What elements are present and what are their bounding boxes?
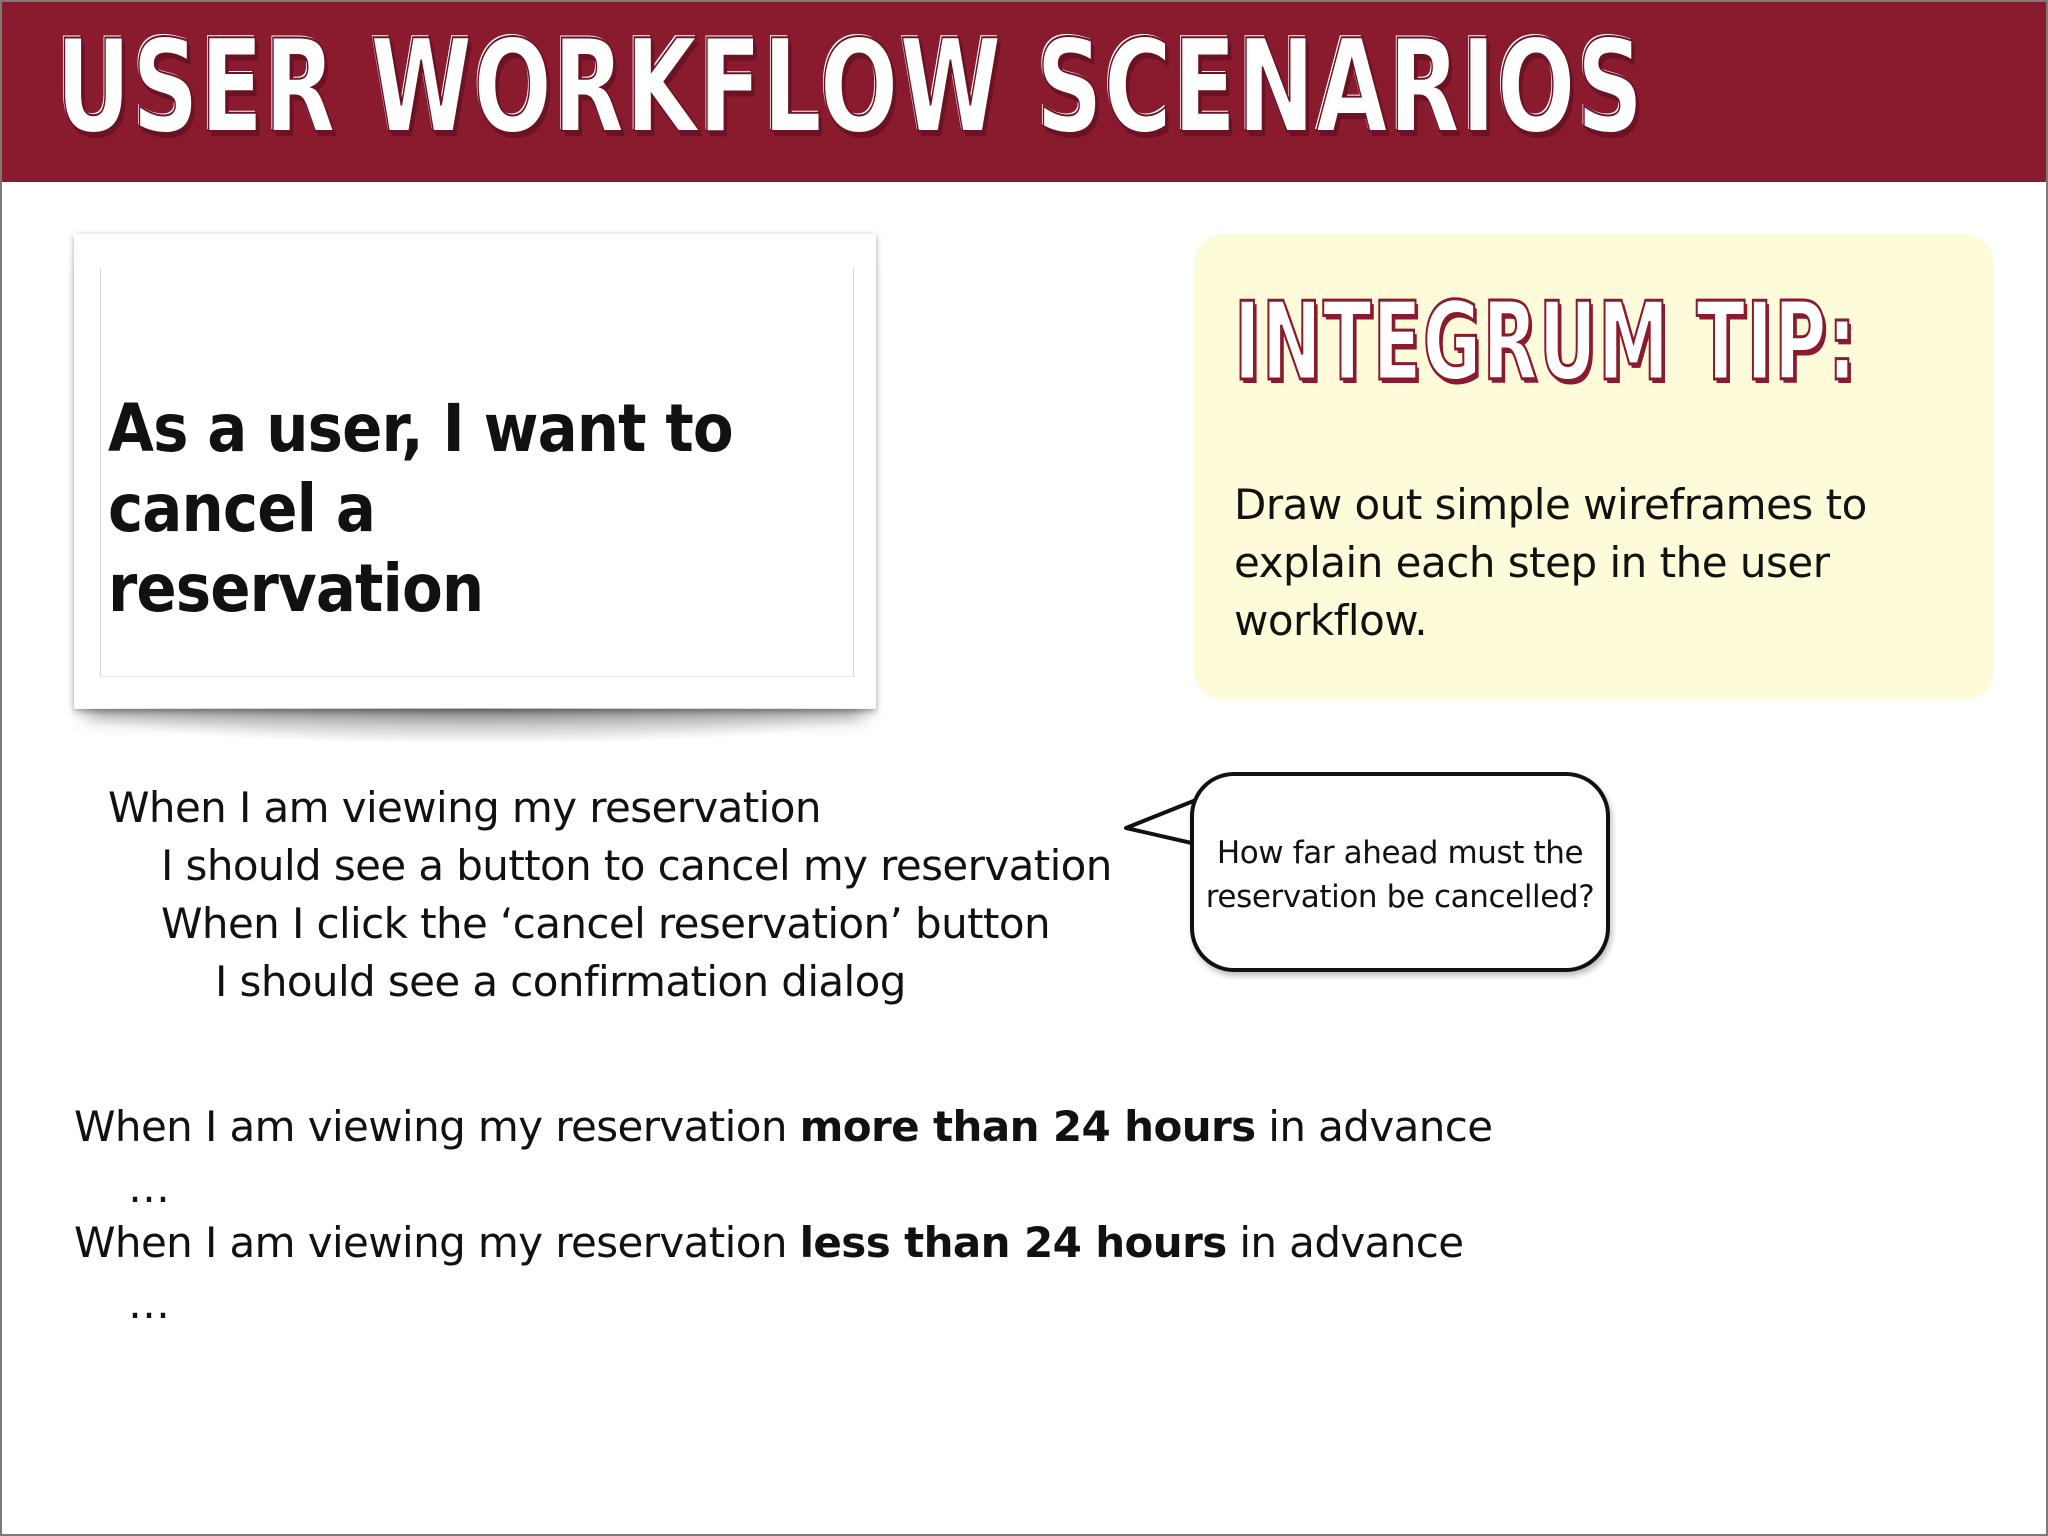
scenario-line-2: I should see a button to cancel my reservation (161, 841, 1112, 890)
scenario-line-1: When I am viewing my reservation (108, 783, 821, 832)
tip-body: Draw out simple wireframes to explain each step in the user workflow. (1234, 480, 1867, 645)
user-story-line-2: cancel a reservation (108, 470, 484, 627)
tip-panel (1194, 234, 1994, 700)
condition-1-prefix: When I am viewing my reservation (74, 1102, 800, 1151)
user-story-text (108, 389, 738, 629)
header-banner (2, 2, 2046, 182)
speech-bubble-line-1: How far ahead must the (1216, 835, 1584, 871)
condition-1-continuation: … (128, 1163, 170, 1212)
condition-2-suffix: in advance (1226, 1218, 1464, 1267)
condition-line-1 (74, 1099, 1492, 1155)
scenario-line-3: When I click the ‘cancel reservation’ button (161, 899, 1050, 948)
user-story-card (74, 234, 876, 709)
condition-2-emphasis: less than 24 hours (799, 1218, 1227, 1267)
card-shadow (72, 708, 878, 742)
condition-line-2 (74, 1215, 1464, 1271)
condition-2-prefix: When I am viewing my reservation (74, 1218, 800, 1267)
tip-title: INTEGRUM TIP: (1234, 280, 1858, 405)
user-story-line-1: As a user, I want to (108, 390, 733, 467)
condition-2-continuation: … (128, 1279, 170, 1328)
speech-bubble-line-2: reservation be cancelled? (1205, 879, 1595, 915)
speech-bubble (1190, 772, 1610, 972)
condition-1-suffix: in advance (1255, 1102, 1493, 1151)
speech-bubble-text (1204, 831, 1596, 919)
slide-title: USER WORKFLOW SCENARIOS (56, 13, 1645, 162)
condition-1-emphasis: more than 24 hours (799, 1102, 1256, 1151)
scenario-line-4: I should see a confirmation dialog (215, 957, 906, 1006)
